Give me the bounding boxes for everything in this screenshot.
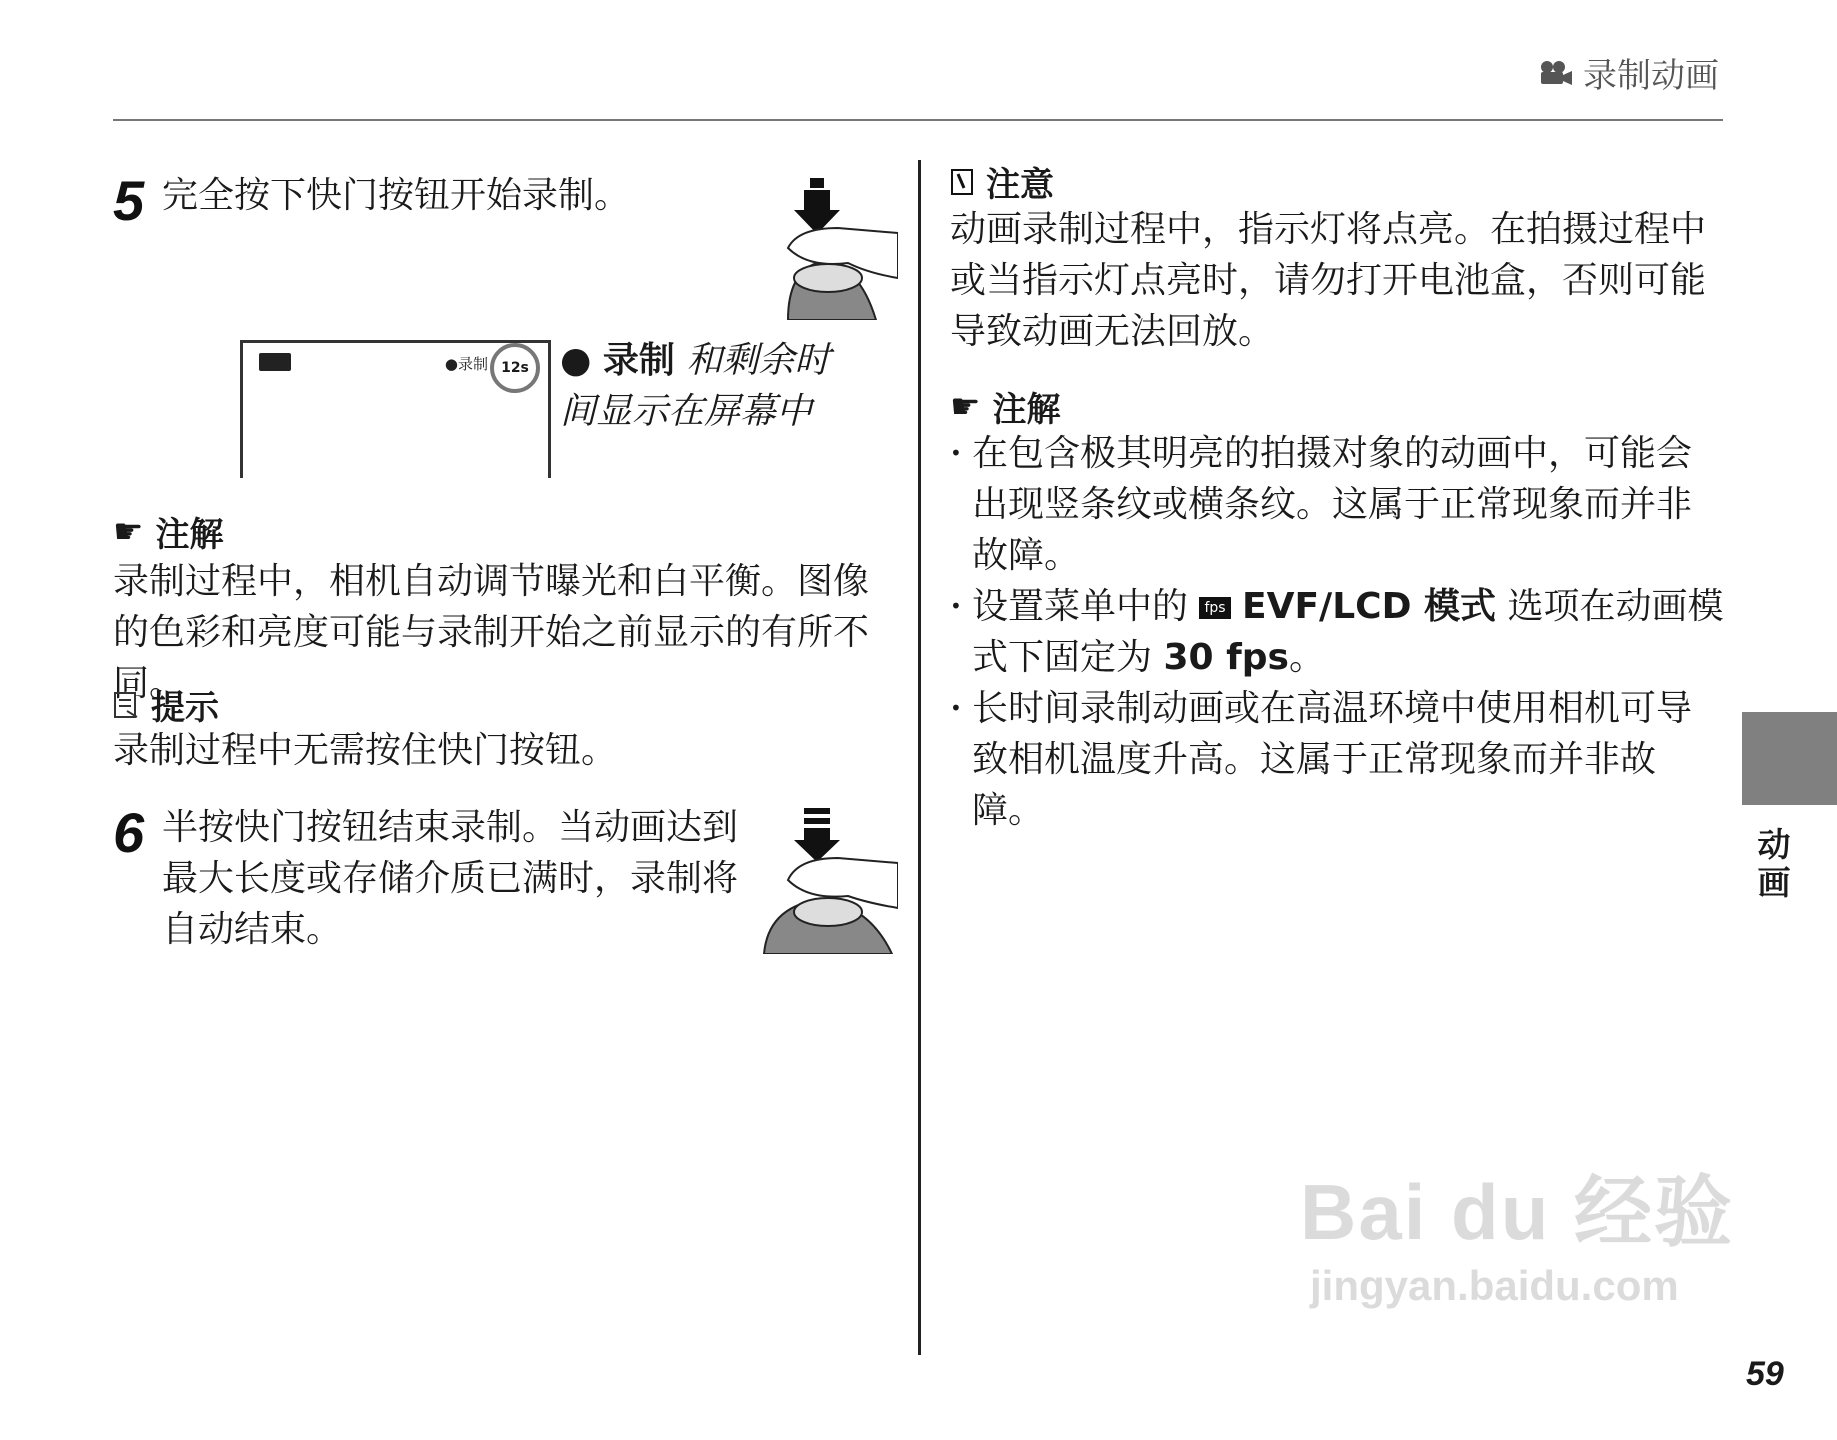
movie-camera-icon <box>1539 60 1573 86</box>
caption-bold: 录制 <box>602 340 675 381</box>
memo-icon <box>113 691 139 719</box>
note-heading-left <box>113 507 223 556</box>
caution-icon <box>950 168 974 196</box>
step-5-text: 完全按下快门按钮开始录制。 <box>162 175 631 216</box>
note-bullet-1: • 在包含极其明亮的拍摄对象的动画中，可能会出现竖条纹或横条纹。这属于正常现象而并非故障。 <box>950 428 1725 581</box>
pointing-hand-icon: ☛ <box>950 386 981 427</box>
note-bullet-2 <box>950 581 1725 683</box>
header-rule <box>113 119 1723 121</box>
chapter-label <box>1754 826 1794 902</box>
section-title: 录制动画 <box>1583 56 1719 96</box>
rec-indicator: ●录制 <box>444 355 488 373</box>
note-bullets-right <box>950 428 1725 836</box>
screen-caption <box>560 335 890 437</box>
evf-lcd-mode: EVF/LCD 模式 <box>1242 586 1496 627</box>
bullet-2-post: 。 <box>1288 637 1325 678</box>
note-text-left: 录制过程中，相机自动调节曝光和白平衡。图像的色彩和亮度可能与录制开始之前显示的有所不同。 <box>113 561 870 704</box>
tip-text: 录制过程中无需按住快门按钮。 <box>113 730 618 771</box>
chapter-label-1: 动 <box>1757 825 1791 864</box>
shutter-half-press-illustration <box>758 808 898 954</box>
caution-heading <box>950 157 1054 206</box>
lcd-screen <box>240 340 551 478</box>
watermark-brand: Bai du 经验 <box>1300 1168 1735 1256</box>
section-header <box>1539 48 1719 97</box>
shutter-full-press-illustration <box>758 178 898 320</box>
fps-badge-icon: fps <box>1199 597 1230 619</box>
note-title: 注解 <box>155 515 224 555</box>
watermark <box>1300 1150 1734 1310</box>
chapter-label-2: 画 <box>1757 863 1791 902</box>
step-6-text: 半按快门按钮结束录制。当动画达到最大长度或存储介质已满时，录制将自动结束。 <box>162 807 739 950</box>
tip-heading <box>113 680 219 729</box>
bullet-2-pre: 设置菜单中的 <box>972 586 1200 627</box>
caution-text: 动画录制过程中，指示灯将点亮。在拍摄过程中或当指示灯点亮时，请勿打开电池盒，否则可能导致动画无法回放。 <box>950 209 1707 352</box>
note-title-right: 注解 <box>992 390 1061 430</box>
tip-title: 提示 <box>151 688 219 728</box>
chapter-tab <box>1742 712 1837 805</box>
remaining-time: 12s <box>490 343 540 393</box>
column-divider <box>918 160 921 1355</box>
note-heading-right <box>950 382 1060 431</box>
caption-line1: 和剩余时 <box>674 340 831 381</box>
step-6-number: 6 <box>113 801 145 864</box>
pointing-hand-icon: ☛ <box>113 511 144 552</box>
rec-dot: ● <box>560 340 592 381</box>
step-5-number: 5 <box>113 169 145 232</box>
caption-line2: 间显示在屏幕中 <box>560 391 813 432</box>
fps-value: 30 fps <box>1163 637 1289 678</box>
note-bullet-3: • 长时间录制动画或在高温环境中使用相机可导致相机温度升高。这属于正常现象而并非故障。 <box>950 683 1725 836</box>
bullet-2-mid: 选项在动画模式下固定为 <box>972 586 1724 678</box>
watermark-url: jingyan.baidu.com <box>1310 1262 1679 1309</box>
caution-title: 注意 <box>986 165 1054 205</box>
page-number: 59 <box>1746 1355 1784 1393</box>
movie-mode-icon <box>259 353 291 371</box>
